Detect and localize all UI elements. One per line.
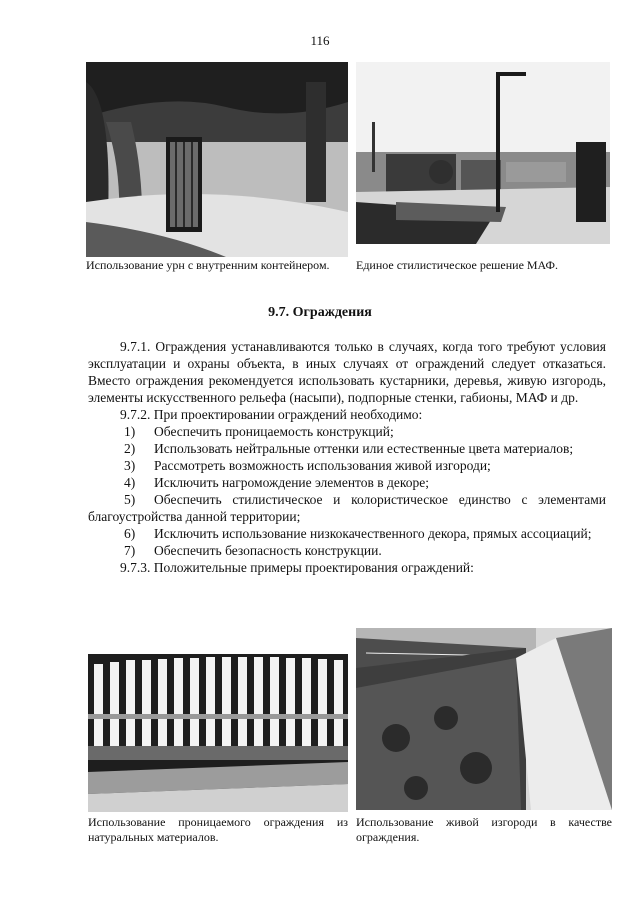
trash-bin-caption: Использование урн с внутренним контейнером. [86,258,330,272]
paragraph-9-7-2: 9.7.2. При проектировании ограждений необходимо: [120,407,423,422]
list-item: 5) Обеспечить стилистическое и колористическое единство с элементами благоустройства данной территории; [88,492,606,524]
maf-caption: Единое стилистическое решение МАФ. [356,258,558,272]
list-item: 6) Исключить использование низкокачественного декора, прямых ассоциаций; [124,526,592,541]
wooden-fence-caption: Использование проницаемого ограждения из натуральных материалов. [88,815,348,844]
list-item: 1) Обеспечить проницаемость конструкций; [124,424,394,439]
paragraph-9-7-3: 9.7.3. Положительные примеры проектирования ограждений: [120,560,474,575]
hedge-caption: Использование живой изгороди в качестве ограждения. [356,815,612,844]
section-title: 9.7. Ограждения [268,305,372,320]
trash-bin-photo [86,62,348,257]
page-number: 116 [310,33,330,48]
maf-street-photo [356,62,610,244]
list-item: 3) Рассмотреть возможность использования живой изгороди; [124,458,491,473]
wooden-fence-photo [88,654,348,812]
list-item: 7) Обеспечить безопасность конструкции. [124,543,382,558]
paragraph-9-7-1: 9.7.1. Ограждения устанавливаются только в случаях, когда того требуют условия эксплуатации и охраны объекта, в иных случаях от ограждений следует отказаться. Вместо ограждения рекомендуется использовать кустарники, деревья, живую изгородь, элементы искусственного рельефа (насыпи), подпорные стенки, габионы, МАФ и др. [88,339,606,405]
body-text [88,338,606,576]
list-item: 4) Исключить нагромождение элементов в декоре; [124,475,429,490]
hedge-photo [356,628,612,810]
list-item: 2) Использовать нейтральные оттенки или естественные цвета материалов; [124,441,574,456]
